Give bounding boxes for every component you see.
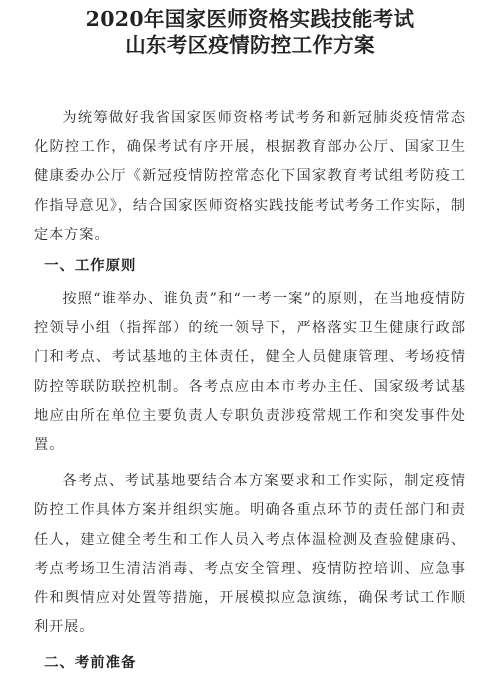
intro-paragraph: 为统筹做好我省国家医师资格考试考务和新冠肺炎疫情常态化防控工作，确保考试有序开展，根据教育部办公厅、国家卫生健康委办公厅《新冠疫情防控常态化下国家教育考试组考防疫工作指导意见》，结合国家医师资格实践技能考试考务工作实际，制定本方案。: [34, 110, 466, 243]
section-1-paragraph-1: 按照“谁举办、谁负责”和“一考一案”的原则，在当地疫情防控领导小组（指挥部）的统一领导下，严格落实卫生健康行政部门和考点、考试基地的主体责任，健全人员健康管理、考场疫情防控等联防联控机制。各考点应由本市考办主任、国家级考试基地应由所在单位主要负责人专职负责涉疫常规工作和突发事件处置。: [34, 291, 466, 454]
document-title-line-1: 2020年国家医师资格实践技能考试: [85, 7, 415, 31]
document-title-line-2: 山东考区疫情防控工作方案: [125, 33, 375, 57]
section-1-heading: 一、工作原则: [44, 258, 137, 275]
section-1-paragraph-2: 各考点、考试基地要结合本方案要求和工作实际，制定疫情防控工作具体方案并组织实施。明确各重点环节的责任部门和责任人，建立健全考生和工作人员入考点体温检测及查验健康码、考点考场卫生清洁消毒、考点安全管理、疫情防控培训、应急事件和舆情应对处置等措施，开展模拟应急演练，确保考试工作顺利开展。: [34, 473, 466, 636]
section-2-heading: 二、考前准备: [44, 655, 137, 672]
